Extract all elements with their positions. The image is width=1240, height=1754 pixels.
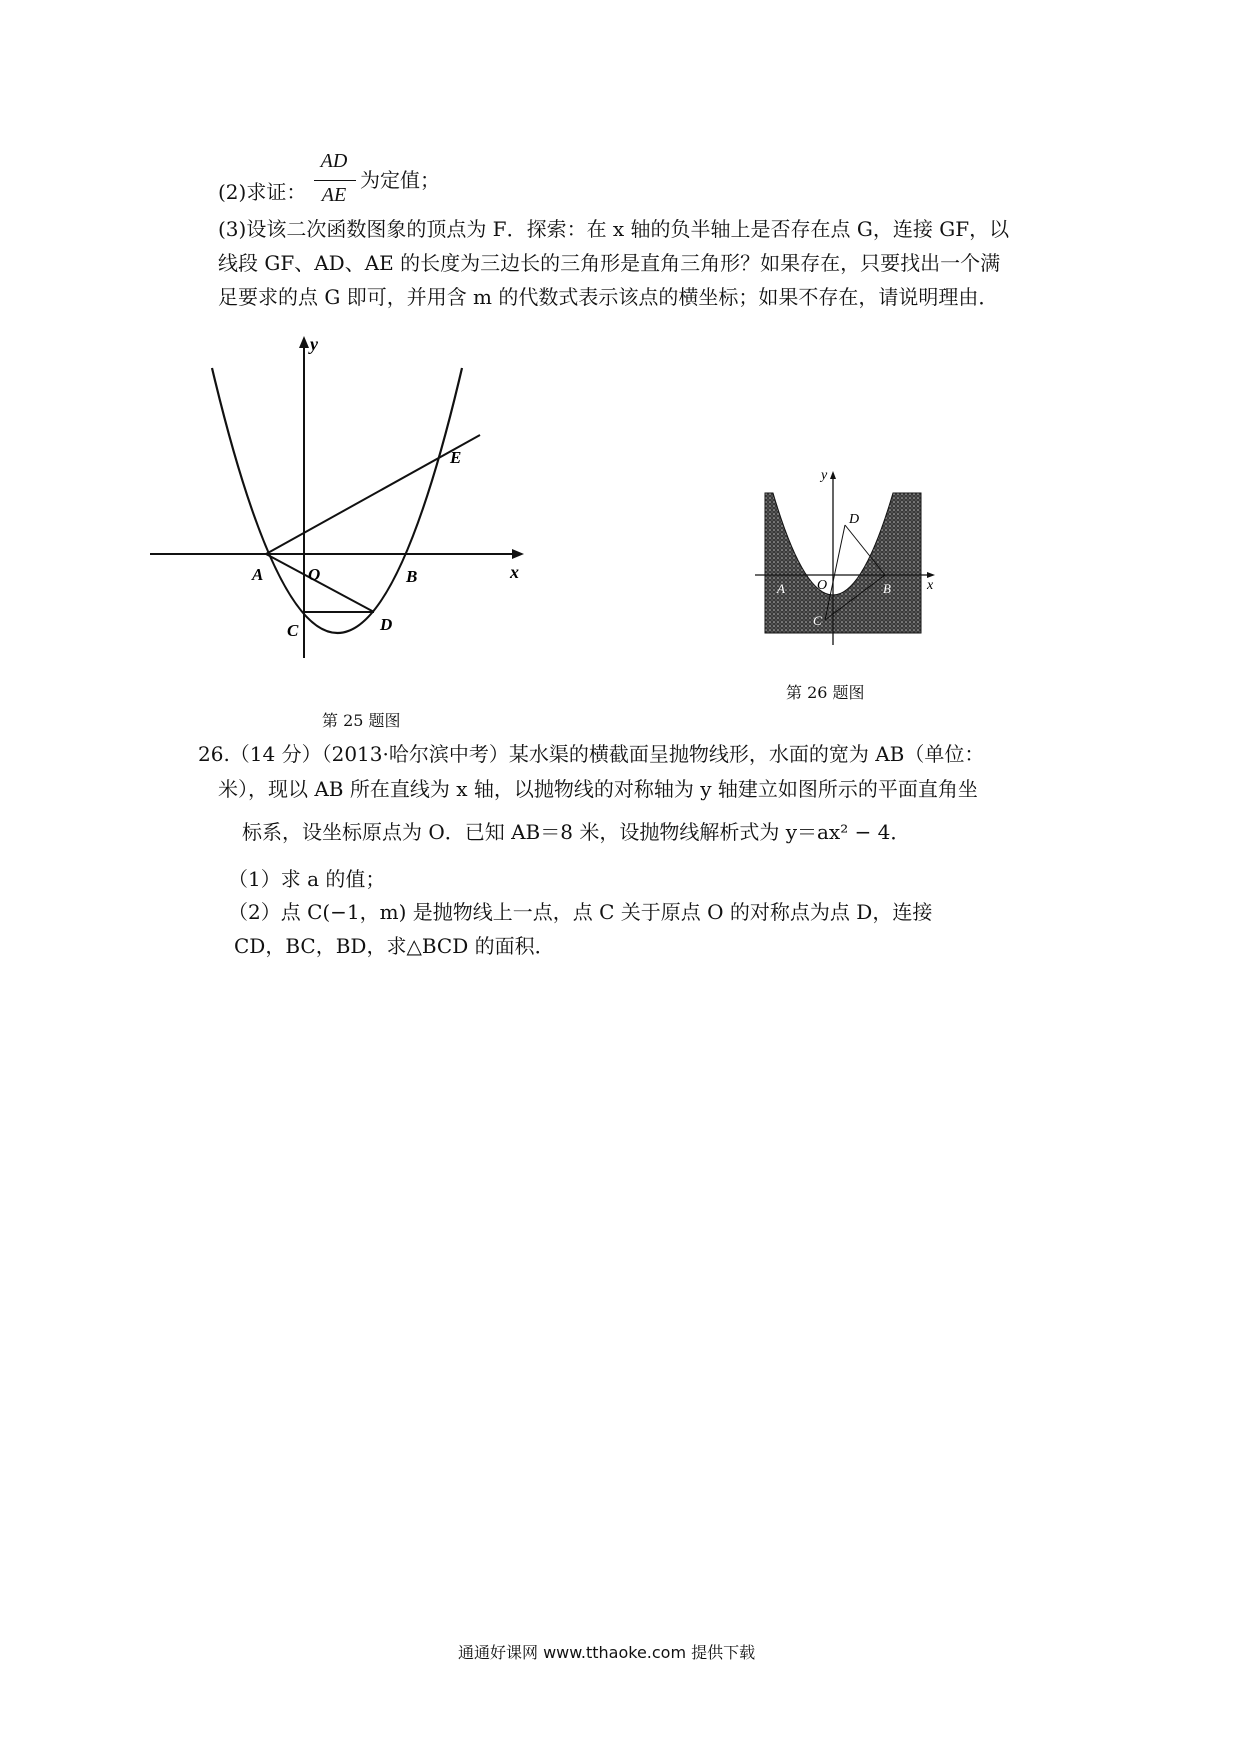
label-b: B (883, 581, 891, 596)
label-e: E (450, 448, 462, 467)
figure-25-caption: 第 25 题图 (322, 711, 401, 730)
q25-part2-suffix: 为定值； (360, 168, 440, 192)
figure-26-caption: 第 26 题图 (786, 683, 865, 702)
label-d: D (849, 512, 860, 527)
label-a: A (777, 581, 785, 596)
q26-line1: 26.（14 分）（2013·哈尔滨中考）某水渠的横截面呈抛物线形，水面的宽为 AB（单位： (198, 742, 985, 766)
label-x: x (927, 578, 934, 593)
label-d: D (380, 615, 393, 634)
q25-part2-prefix: (2)求证： (218, 180, 307, 204)
label-y: y (821, 468, 828, 483)
label-a: A (252, 565, 264, 584)
label-c: C (287, 621, 299, 640)
y-axis-arrow (830, 471, 836, 479)
figure-25 (140, 330, 540, 670)
q25-part3-line1: (3)设该二次函数图象的顶点为 F．探索：在 x 轴的负半轴上是否存在点 G，连接 GF，以 (218, 217, 1010, 241)
q26-part1: （1）求 a 的值； (228, 867, 386, 891)
line-ae (266, 435, 480, 554)
y-axis-arrow (299, 336, 309, 348)
q26-line2: 米），现以 AB 所在直线为 x 轴，以抛物线的对称轴为 y 轴建立如图所示的平面直角坐 (218, 777, 978, 801)
fraction-numerator: AD (320, 150, 348, 172)
figure-26 (745, 465, 945, 650)
q25-part3-line2: 线段 GF、AD、AE 的长度为三边长的三角形是直角三角形？如果存在，只要找出一个满 (218, 251, 1001, 275)
page-footer: 通通好课网 www.tthaoke.com 提供下载 (458, 1643, 756, 1662)
label-o: O (817, 578, 828, 593)
label-x: x (510, 562, 519, 582)
x-axis-arrow (512, 549, 524, 559)
label-o: O (308, 565, 321, 584)
q26-line3: 标系，设坐标原点为 O．已知 AB＝8 米，设抛物线解析式为 y＝ax² − 4． (242, 820, 911, 844)
label-y: y (310, 334, 318, 354)
label-c: C (813, 613, 822, 628)
q26-part2-line2: CD，BC，BD，求△BCD 的面积． (234, 934, 555, 958)
fraction-denominator: AE (321, 184, 347, 206)
q26-part2-line1: （2）点 C(−1，m) 是抛物线上一点，点 C 关于原点 O 的对称点为点 D，连接 (228, 900, 933, 924)
fraction-bar (314, 180, 356, 181)
q25-part3-line3: 足要求的点 G 即可，并用含 m 的代数式表示该点的横坐标；如果不存在，请说明理由． (218, 285, 999, 309)
channel-soil (765, 493, 921, 633)
label-b: B (406, 567, 418, 586)
